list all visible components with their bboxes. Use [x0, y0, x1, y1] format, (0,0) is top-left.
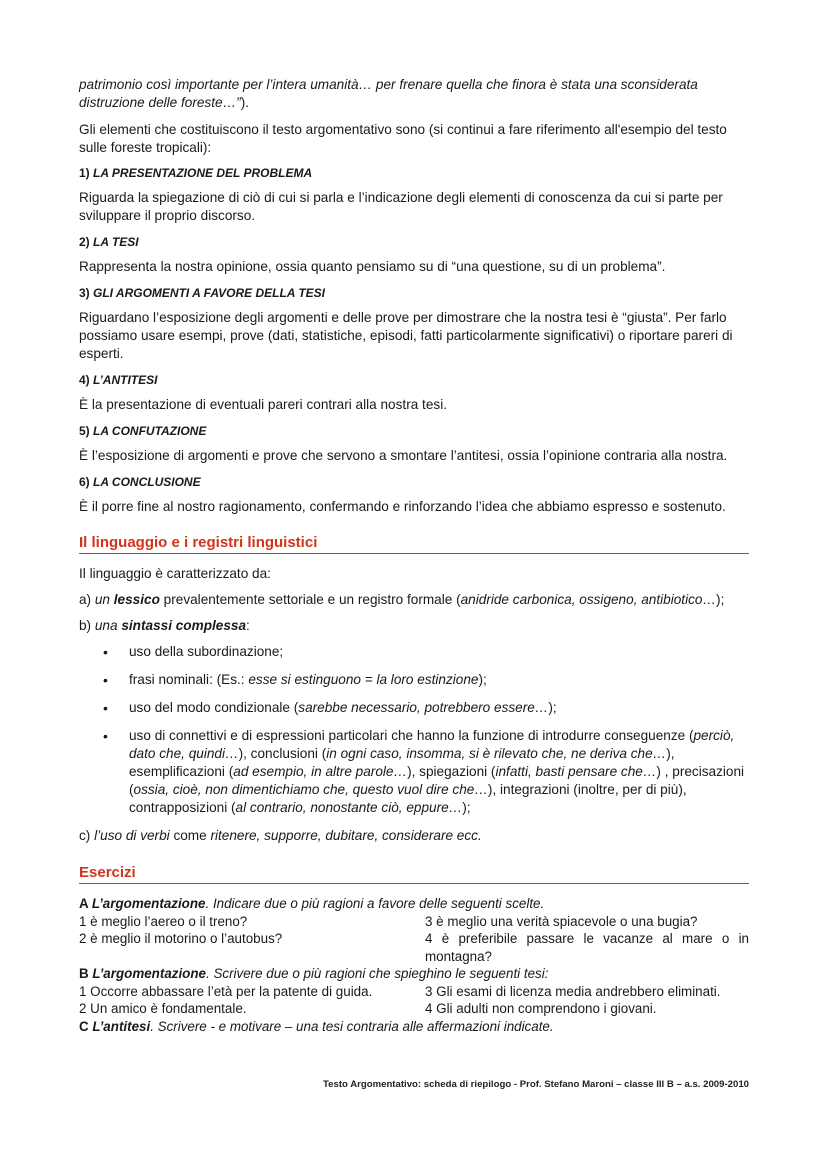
element-5 — [79, 422, 749, 465]
point-examples: anidride carbonica, ossigeno, antibiotico… — [460, 592, 717, 607]
point-article: una — [94, 618, 122, 633]
exercise-item: 3 è meglio una verità spiacevole o una bugia? — [425, 913, 698, 929]
element-title: LA TESI — [93, 235, 139, 249]
quote-close: ). — [240, 95, 250, 110]
list-item — [79, 643, 749, 661]
exercise-item: 1 è meglio l’aereo o il treno? — [79, 913, 248, 929]
document-page — [79, 76, 749, 1035]
element-text: È la presentazione di eventuali pareri contrari alla nostra tesi. — [79, 397, 447, 412]
intro-quote — [79, 76, 749, 112]
point-prefix: c) — [79, 828, 95, 843]
point-keyword: sintassi complessa — [121, 618, 247, 633]
exercise-row — [79, 983, 749, 1001]
element-heading — [79, 371, 749, 389]
bullet-text: uso della subordinazione; — [129, 644, 284, 659]
section-title-exercises: Esercizi — [79, 864, 749, 884]
element-1 — [79, 164, 749, 225]
bullet-segment: ); — [462, 800, 471, 815]
element-heading — [79, 473, 749, 491]
exercise-title: L’argomentazione — [92, 966, 206, 981]
bullet-segment: uso di connettivi e di espressioni particolari che hanno la funzione di introdurre conseguenze ( — [129, 728, 694, 743]
point-end: ); — [716, 592, 725, 607]
bullet-text-connettivi — [129, 728, 744, 815]
bullet-segment: ossia, cioè, non dimentichiamo che, questo vuol dire che… — [133, 782, 488, 797]
bullet-icon: • — [103, 728, 108, 744]
point-text: come — [169, 828, 211, 843]
point-text: prevalentemente settoriale e un registro formale ( — [159, 592, 461, 607]
element-heading — [79, 422, 749, 440]
point-keyword: l’uso di verbi — [94, 828, 170, 843]
exercise-title: L’argomentazione — [91, 896, 206, 911]
language-point-b — [79, 617, 749, 635]
element-4 — [79, 371, 749, 414]
element-title: LA CONFUTAZIONE — [93, 424, 207, 438]
element-text: Riguarda la spiegazione di ciò di cui si parla e l’indicazione degli elementi di conoscenza da cui si parte per sviluppare il proprio discorso. — [79, 190, 723, 223]
bullet-segment: ), spiegazioni ( — [407, 764, 496, 779]
exercise-row — [79, 913, 749, 931]
exercise-instruction: . Scrivere - e motivare – una tesi contraria alle affermazioni indicate. — [150, 1018, 554, 1034]
section-title-language: Il linguaggio e i registri linguistici — [79, 534, 749, 554]
element-text: È il porre fine al nostro ragionamento, confermando e rinforzando l’idea che abbiamo espresso e sostenuto. — [79, 499, 726, 514]
exercise-item: 4 Gli adulti non comprendono i giovani. — [425, 1001, 657, 1016]
element-2 — [79, 233, 749, 276]
element-3 — [79, 284, 749, 363]
language-point-c — [79, 827, 749, 845]
bullet-text: frasi nominali: (Es.: — [129, 672, 249, 687]
bullet-segment: ad esempio, in altre parole… — [233, 764, 408, 779]
language-intro: Il linguaggio è caratterizzato da: — [79, 566, 271, 581]
element-title: GLI ARGOMENTI A FAVORE DELLA TESI — [93, 286, 326, 300]
exercise-letter: A — [79, 896, 92, 911]
element-number: 4) — [79, 373, 90, 387]
bullet-icon: • — [103, 644, 108, 660]
bullet-segment: infatti, basti pensare che… — [495, 764, 657, 779]
element-text: Rappresenta la nostra opinione, ossia quanto pensiamo su di “una questione, su di un problema”. — [79, 259, 666, 274]
point-examples: ritenere, supporre, dubitare, considerare ecc. — [210, 828, 482, 843]
bullet-segment: ), esemplificazioni ( — [129, 746, 675, 779]
exercise-item: 2 Un amico è fondamentale. — [79, 1001, 247, 1016]
bullet-text: uso del modo condizionale ( — [129, 700, 299, 715]
element-heading — [79, 284, 749, 302]
element-number: 6) — [79, 475, 90, 489]
exercise-letter: C — [79, 1018, 93, 1034]
point-prefix: b) — [79, 618, 95, 633]
bullet-icon: • — [103, 700, 108, 716]
list-item — [79, 699, 749, 717]
element-number: 2) — [79, 235, 90, 249]
exercise-instruction: . Scrivere due o più ragioni che spieghino le seguenti tesi: — [206, 966, 549, 981]
syntax-bullet-list — [79, 643, 749, 817]
element-heading — [79, 233, 749, 251]
bullet-segment: ), conclusioni ( — [238, 746, 327, 761]
exercise-item: 3 Gli esami di licenza media andrebbero eliminati. — [425, 983, 721, 999]
element-number: 5) — [79, 424, 90, 438]
exercise-item: 4 è preferibile passare le vacanze al mare o in montagna? — [425, 931, 749, 964]
element-6 — [79, 473, 749, 516]
point-prefix: a) — [79, 592, 95, 607]
bullet-end: ); — [478, 672, 487, 687]
point-article: un — [94, 592, 114, 607]
list-item — [79, 671, 749, 689]
exercise-letter: B — [79, 966, 93, 981]
element-number: 3) — [79, 286, 90, 300]
element-heading — [79, 164, 749, 182]
quote-text: patrimonio così importante per l’intera umanità… per frenare quella che finora è stata una sconsiderata distruzione delle foreste…” — [79, 77, 698, 110]
bullet-segment: ) , precisazioni ( — [129, 764, 745, 797]
bullet-example: esse si estinguono = la loro estinzione — [248, 672, 479, 687]
exercise-item: 2 è meglio il motorino o l’autobus? — [79, 931, 283, 946]
element-title: L’ANTITESI — [93, 373, 158, 387]
exercise-b-heading — [79, 965, 749, 983]
bullet-end: ); — [548, 700, 557, 715]
element-text: Riguardano l’esposizione degli argomenti e delle prove per dimostrare che la nostra tesi è “giusta”. Per farlo possiamo usare esempi, prove (dati, statistiche, episodi, fatti particolarmente significativi) o riportare pareri di esperti. — [79, 310, 733, 361]
element-title: LA CONCLUSIONE — [93, 475, 201, 489]
bullet-segment: al contrario, nonostante ciò, eppure… — [235, 800, 463, 815]
element-title: LA PRESENTAZIONE DEL PROBLEMA — [93, 166, 313, 180]
exercise-a-heading — [79, 895, 749, 913]
point-end: : — [246, 618, 250, 633]
list-item — [79, 727, 749, 817]
elements-intro: Gli elementi che costituiscono il testo argomentativo sono (si continui a fare riferimento all'esempio del testo sulle foreste tropicali): — [79, 122, 727, 155]
exercises-block — [79, 895, 749, 1035]
exercise-c-heading — [79, 1018, 749, 1036]
element-text: È l’esposizione di argomenti e prove che servono a smontare l’antitesi, ossia l’opinione contraria alla nostra. — [79, 448, 728, 463]
bullet-segment: in ogni caso, insomma, si è rilevato che, ne deriva che… — [326, 746, 667, 761]
bullet-segment: ), integrazioni (inoltre, per di più), contrapposizioni ( — [129, 782, 687, 815]
element-number: 1) — [79, 166, 90, 180]
exercise-instruction: . Indicare due o più ragioni a favore delle seguenti scelte. — [205, 896, 545, 911]
exercise-item: 1 Occorre abbassare l’età per la patente di guida. — [79, 983, 373, 999]
language-point-a — [79, 591, 749, 609]
bullet-icon: • — [103, 672, 108, 688]
bullet-example: sarebbe necessario, potrebbero essere… — [298, 700, 549, 715]
page-footer: Testo Argomentativo: scheda di riepilogo - Prof. Stefano Maroni – classe III B – a.s. 2009-2010 — [323, 1079, 749, 1090]
exercise-row — [79, 1000, 749, 1018]
exercise-row — [79, 930, 749, 965]
point-keyword: lessico — [113, 592, 160, 607]
exercise-title: L’antitesi — [92, 1018, 151, 1034]
bullet-segment: perciò, dato che, quindi… — [129, 728, 735, 761]
